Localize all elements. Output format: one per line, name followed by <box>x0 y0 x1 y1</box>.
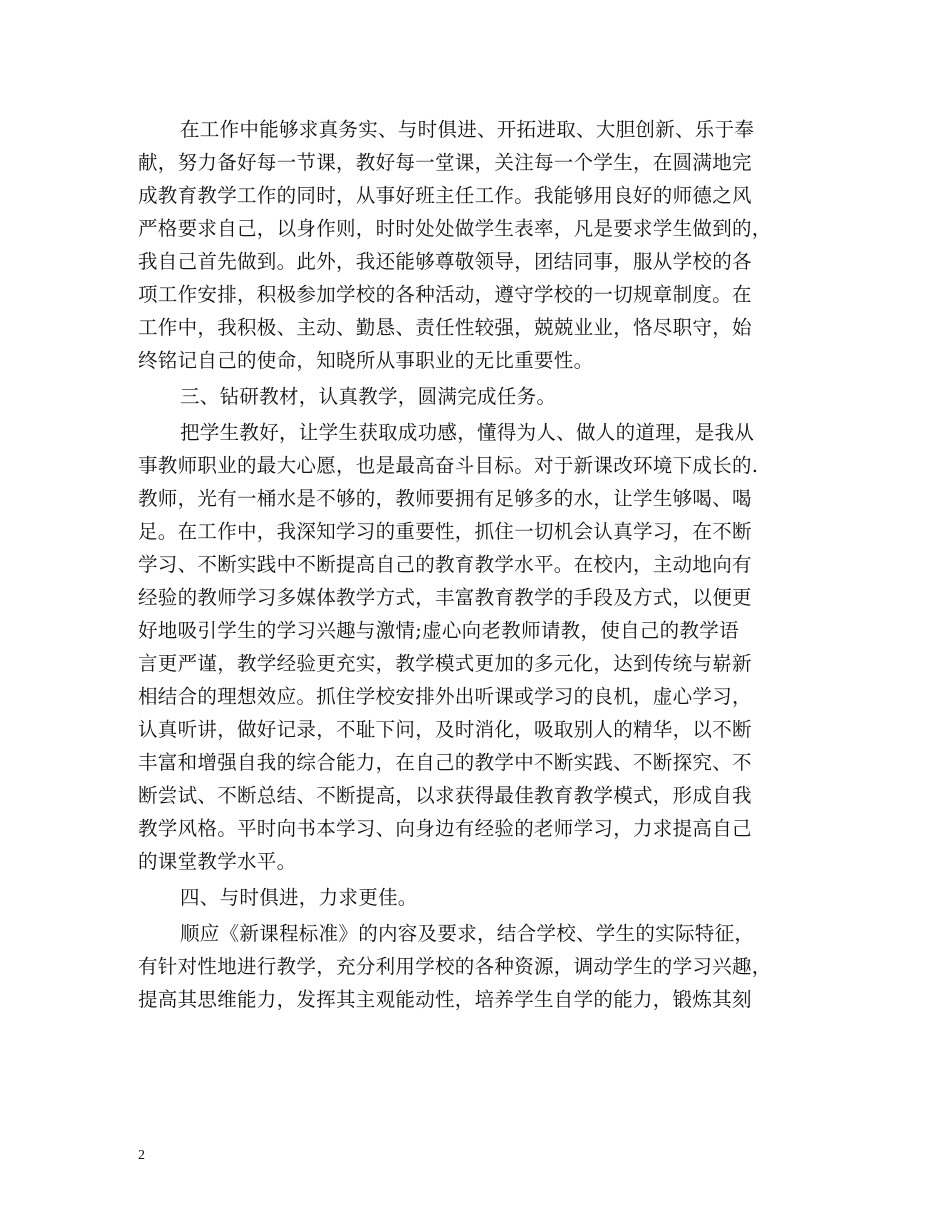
section-heading: 三、钻研教材，认真教学，圆满完成任务。 <box>180 385 557 408</box>
paragraph-line: 成教育教学工作的同时，从事好班主任工作。我能够用良好的师德之风 <box>138 184 752 207</box>
paragraph-line: 断尝试、不断总结、不断提高，以求获得最佳教育教学模式，形成自我 <box>138 784 752 807</box>
paragraph-line: 在工作中能够求真务实、与时俱进、开拓进取、大胆创新、乐于奉 <box>180 118 755 141</box>
paragraph-line: 有针对性地进行教学，充分利用学校的各种资源，调动学生的学习兴趣， <box>138 955 772 978</box>
paragraph-line: 项工作安排，积极参加学校的各种活动，遵守学校的一切规章制度。在 <box>138 283 752 306</box>
paragraph-line: 经验的教师学习多媒体教学方式，丰富教育教学的手段及方式，以便更 <box>138 586 752 609</box>
section-heading: 四、与时俱进，力求更佳。 <box>180 886 418 909</box>
paragraph-line: 献，努力备好每一节课，教好每一堂课，关注每一个学生，在圆满地完 <box>138 151 752 174</box>
paragraph-line: 工作中，我积极、主动、勤恳、责任性较强，兢兢业业，恪尽职守，始 <box>138 316 752 339</box>
paragraph-line: 学习、不断实践中不断提高自己的教育教学水平。在校内，主动地向有 <box>138 553 752 576</box>
paragraph-line: 提高其思维能力，发挥其主观能动性，培养学生自学的能力，锻炼其刻 <box>138 988 752 1011</box>
paragraph-line: 的课堂教学水平。 <box>138 850 297 873</box>
paragraph-line: 事教师职业的最大心愿，也是最高奋斗目标。对于新课改环境下成长的. <box>138 454 759 477</box>
paragraph-line: 言更严谨，教学经验更充实，教学模式更加的多元化，达到传统与崭新 <box>138 652 752 675</box>
paragraph-line: 好地吸引学生的学习兴趣与激情;虚心向老教师请教，使自己的教学语 <box>138 619 739 642</box>
paragraph-line: 把学生教好，让学生获取成功感，懂得为人、做人的道理，是我从 <box>180 421 755 444</box>
paragraph-line: 教师，光有一桶水是不够的，教师要拥有足够多的水，让学生够喝、喝 <box>138 487 752 510</box>
paragraph-line: 教学风格。平时向书本学习、向身边有经验的老师学习，力求提高自己 <box>138 817 752 840</box>
paragraph-line: 严格要求自己，以身作则，时时处处做学生表率，凡是要求学生做到的， <box>138 217 772 240</box>
paragraph-line: 顺应《新课程标准》的内容及要求，结合学校、学生的实际特征， <box>180 922 755 945</box>
paragraph-line: 相结合的理想效应。抓住学校安排外出听课或学习的良机，虚心学习， <box>138 685 752 708</box>
paragraph-line: 认真听讲，做好记录，不耻下问，及时消化，吸取别人的精华，以不断 <box>138 718 752 741</box>
paragraph-line: 终铭记自己的使命，知晓所从事职业的无比重要性。 <box>138 349 594 372</box>
paragraph-line: 足。在工作中，我深知学习的重要性，抓住一切机会认真学习，在不断 <box>138 520 752 543</box>
paragraph-line: 我自己首先做到。此外，我还能够尊敬领导，团结同事，服从学校的各 <box>138 250 752 273</box>
page-number: 2 <box>138 1148 145 1163</box>
paragraph-line: 丰富和增强自我的综合能力，在自己的教学中不断实践、不断探究、不 <box>138 751 752 774</box>
